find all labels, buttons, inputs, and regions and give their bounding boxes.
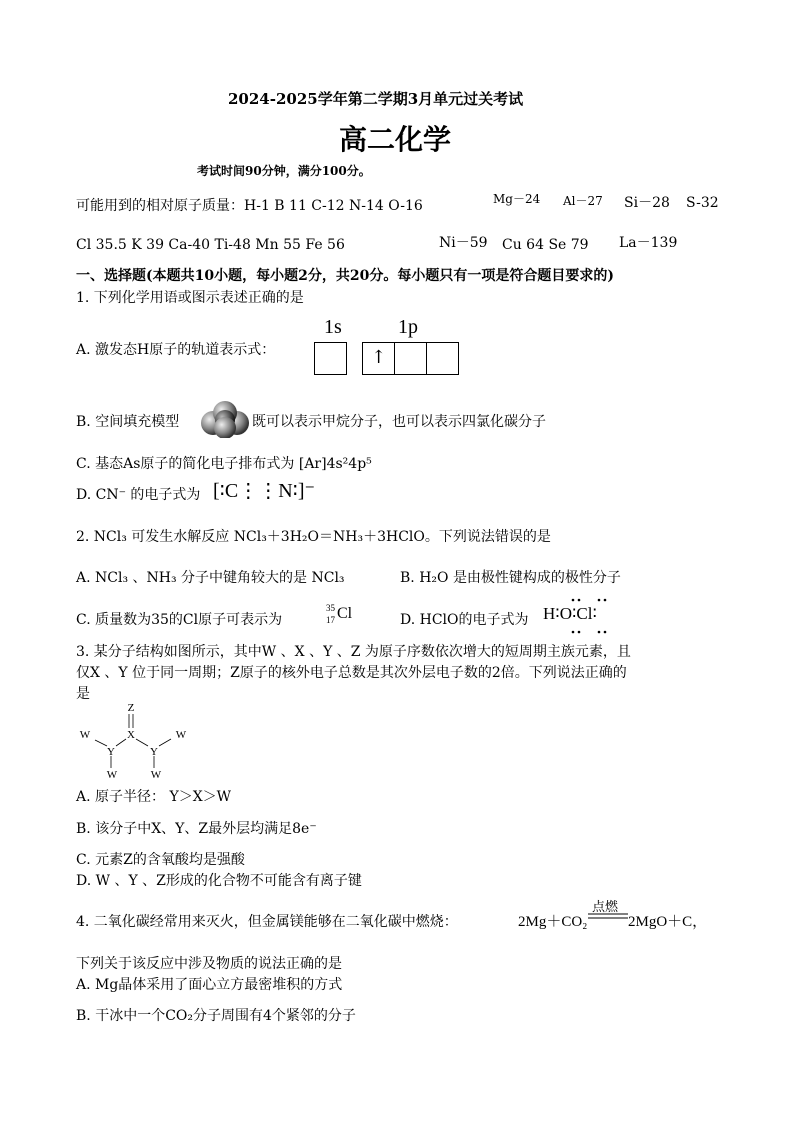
isotope-symbol: Cl bbox=[337, 605, 353, 622]
q3-option-a: A. 原子半径： Y＞X＞W bbox=[76, 789, 232, 805]
atom-y-right: Y bbox=[150, 746, 158, 758]
q1-option-b-post: 既可以表示甲烷分子，也可以表示四氯化碳分子 bbox=[252, 414, 546, 430]
spin-up-arrow-icon: ↑ bbox=[370, 347, 387, 368]
q1-option-b-pre: B. 空间填充模型 bbox=[76, 414, 180, 430]
atom-z: Z bbox=[127, 702, 135, 714]
q2-option-d-pre: D. HClO的电子式为 bbox=[400, 612, 529, 628]
q3-stem-line3: 是 bbox=[76, 686, 90, 702]
q3-option-d: D. W 、Y 、Z形成的化合物不可能含有离子键 bbox=[76, 873, 362, 889]
mass-la: La－139 bbox=[619, 235, 678, 251]
orbital-label-1p: 1p bbox=[398, 316, 418, 338]
cn-electron-formula: [∶C⋮⋮N∶]⁻ bbox=[213, 480, 316, 502]
q1-stem: 1. 下列化学用语或图示表述正确的是 bbox=[76, 290, 304, 306]
q4-stem-pre: 4. 二氧化碳经常用来灭火，但金属镁能够在二氧化碳中燃烧： bbox=[76, 914, 458, 930]
mass-mg: Mg－24 bbox=[493, 192, 541, 206]
orbital-box-1p-2 bbox=[394, 342, 427, 375]
mass-al: Al－27 bbox=[563, 194, 603, 208]
orbital-box-1p-3 bbox=[426, 342, 459, 375]
atom-y-left: Y bbox=[107, 746, 115, 758]
subject-title: 高二化学 bbox=[339, 123, 452, 156]
masses-line1: 可能用到的相对原子质量：H-1 B 11 C-12 N-14 O-16 bbox=[76, 198, 423, 214]
q2-option-b: B. H₂O 是由极性键构成的极性分子 bbox=[400, 570, 621, 586]
q2-option-c-pre: C. 质量数为35的Cl原子可表示为 bbox=[76, 612, 283, 628]
equation-double-line bbox=[588, 913, 628, 919]
equation-condition: 点燃 bbox=[592, 900, 619, 915]
q2-stem: 2. NCl₃ 可发生水解反应 NCl₃＋3H₂O＝NH₃＋3HClO。下列说法错误的是 bbox=[76, 529, 551, 545]
hclo-lone-pair-dots bbox=[566, 596, 616, 638]
q1-option-a: A. 激发态H原子的轨道表示式： bbox=[76, 342, 276, 358]
section-heading: 一、选择题(本题共10小题，每小题2分，共20分。每小题只有一项是符合题目要求的) bbox=[76, 268, 614, 284]
q4-stem-line2: 下列关于该反应中涉及物质的说法正确的是 bbox=[76, 956, 342, 972]
atom-w-right: W bbox=[175, 729, 187, 741]
atom-w-bottom-left: W bbox=[106, 769, 118, 781]
q1-option-d-pre: D. CN⁻ 的电子式为 bbox=[76, 487, 201, 503]
q1-option-c: C. 基态As原子的简化电子排布式为 [Ar]4s²4p⁵ bbox=[76, 456, 372, 472]
equation-right: 2MgO＋C， bbox=[628, 914, 708, 930]
q4-option-a: A. Mg晶体采用了面心立方最密堆积的方式 bbox=[76, 977, 343, 993]
molecule-structure-diagram bbox=[76, 700, 196, 782]
q3-option-b: B. 该分子中X、Y、Z最外层均满足8e⁻ bbox=[76, 821, 317, 837]
q3-stem-line1: 3. 某分子结构如图所示，其中W 、X 、Y 、Z 为原子序数依次增大的短周期主族元素，且 bbox=[76, 644, 631, 660]
masses-line2: Cl 35.5 K 39 Ca-40 Ti-48 Mn 55 Fe 56 bbox=[76, 237, 345, 253]
hclo-electron-formula: H∶O∶Cl∶ bbox=[543, 604, 597, 623]
q3-stem-line2: 仅X 、Y 位于同一周期；Z原子的核外电子总数是其次外层电子数的2倍。下列说法正确的 bbox=[76, 665, 627, 681]
isotope-mass-number: 35 bbox=[326, 603, 335, 613]
atom-w-bottom-right: W bbox=[150, 769, 162, 781]
masses-line2b: Cu 64 Se 79 bbox=[502, 237, 589, 253]
q4-option-b: B. 干冰中一个CO₂分子周围有4个紧邻的分子 bbox=[76, 1008, 356, 1024]
mass-s: S-32 bbox=[686, 195, 719, 211]
exam-title: 2024-2025学年第二学期3月单元过关考试 bbox=[228, 90, 524, 108]
q2-option-a: A. NCl₃ 、NH₃ 分子中键角较大的是 NCl₃ bbox=[76, 570, 345, 586]
mass-ni: Ni－59 bbox=[439, 235, 488, 251]
orbital-label-1s: 1s bbox=[324, 316, 342, 338]
isotope-atomic-number: 17 bbox=[326, 615, 335, 625]
q3-option-c: C. 元素Z的含氧酸均是强酸 bbox=[76, 852, 245, 868]
equation-left: 2Mg＋CO₂ bbox=[518, 914, 588, 930]
orbital-box-1p-1 bbox=[362, 342, 395, 375]
mass-si: Si－28 bbox=[624, 195, 670, 211]
atom-x: X bbox=[127, 729, 135, 741]
orbital-box-1s bbox=[314, 342, 347, 375]
exam-note: 考试时间90分钟，满分100分。 bbox=[197, 164, 371, 178]
atom-w-left: W bbox=[79, 729, 91, 741]
space-filling-model-icon bbox=[198, 398, 252, 438]
